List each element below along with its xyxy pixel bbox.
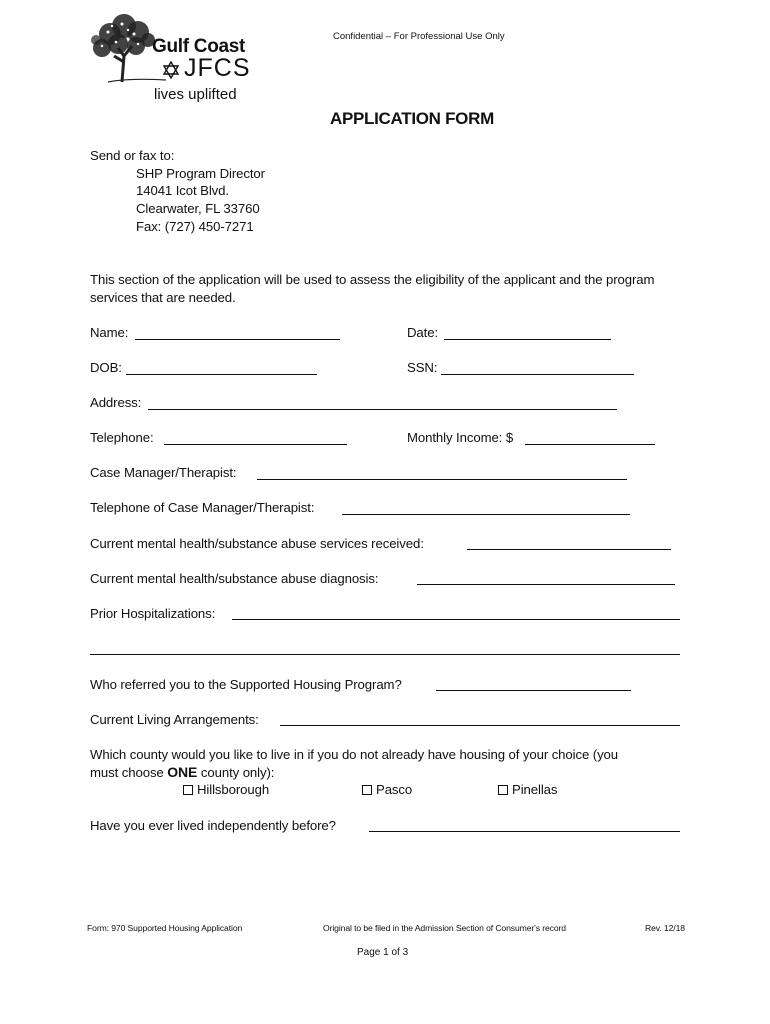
footer-original: Original to be filed in the Admission Section of Consumer's record xyxy=(323,923,566,933)
send-line: Clearwater, FL 33760 xyxy=(136,201,260,216)
case-manager-label: Case Manager/Therapist: xyxy=(90,465,237,480)
county-question-line1: Which county would you like to live in if you do not already have housing of your choice (you xyxy=(90,747,619,762)
county-one-emphasis: ONE xyxy=(167,764,198,780)
send-label: Send or fax to: xyxy=(90,148,175,163)
footer-rev: Rev. 12/18 xyxy=(645,923,685,933)
diagnosis-field[interactable] xyxy=(417,584,675,585)
living-field[interactable] xyxy=(280,725,680,726)
case-manager-field[interactable] xyxy=(257,479,627,480)
name-field[interactable] xyxy=(135,339,340,340)
case-manager-phone-label: Telephone of Case Manager/Therapist: xyxy=(90,500,315,515)
diagnosis-label: Current mental health/substance abuse diagnosis: xyxy=(90,571,379,586)
county-question-text: must choose xyxy=(90,765,164,780)
case-manager-phone-field[interactable] xyxy=(342,514,630,515)
date-label: Date: xyxy=(407,325,439,340)
intro-text: This section of the application will be used to assess the eligibility of the applicant and the program services that are needed. xyxy=(90,272,655,305)
logo-name: Gulf Coast xyxy=(152,36,246,57)
county-question-text: county only): xyxy=(200,765,275,780)
income-field[interactable] xyxy=(525,444,655,445)
hospitalizations-field-line2[interactable] xyxy=(90,654,680,655)
checkbox-icon[interactable] xyxy=(183,785,193,795)
referred-field[interactable] xyxy=(436,690,631,691)
star-of-david-icon xyxy=(162,61,180,79)
independent-field[interactable] xyxy=(369,831,680,832)
county-question xyxy=(90,746,690,764)
hospitalizations-field[interactable] xyxy=(232,619,680,620)
county-label: Pasco xyxy=(376,782,413,797)
ssn-field[interactable] xyxy=(441,374,634,375)
living-label: Current Living Arrangements: xyxy=(90,712,259,727)
name-label: Name: xyxy=(90,325,129,340)
hospitalizations-label: Prior Hospitalizations: xyxy=(90,606,216,621)
county-label: Hillsborough xyxy=(197,782,270,797)
send-line: 14041 Icot Blvd. xyxy=(136,183,229,198)
county-option-hillsborough[interactable] xyxy=(183,781,269,799)
address-field[interactable] xyxy=(148,409,617,410)
ssn-label: SSN: xyxy=(407,360,438,375)
logo-tagline: lives uplifted xyxy=(154,86,237,103)
county-option-pasco[interactable] xyxy=(362,781,412,799)
services-label: Current mental health/substance abuse services received: xyxy=(90,536,424,551)
date-field[interactable] xyxy=(444,339,611,340)
checkbox-icon[interactable] xyxy=(498,785,508,795)
county-option-pinellas[interactable] xyxy=(498,781,557,799)
telephone-label: Telephone: xyxy=(90,430,154,445)
dob-label: DOB: xyxy=(90,360,122,375)
income-label: Monthly Income: $ xyxy=(407,430,514,445)
referred-label: Who referred you to the Supported Housing Program? xyxy=(90,677,402,692)
services-field[interactable] xyxy=(467,549,671,550)
send-line: Fax: (727) 450-7271 xyxy=(136,219,254,234)
county-label: Pinellas xyxy=(512,782,558,797)
confidential-note: Confidential – For Professional Use Only xyxy=(333,31,505,42)
page-number: Page 1 of 3 xyxy=(357,947,409,958)
send-line: SHP Program Director xyxy=(136,166,265,181)
address-label: Address: xyxy=(90,395,142,410)
dob-field[interactable] xyxy=(126,374,317,375)
footer-form: Form: 970 Supported Housing Application xyxy=(87,923,243,933)
telephone-field[interactable] xyxy=(164,444,347,445)
independent-label: Have you ever lived independently before? xyxy=(90,818,336,833)
county-question-line2 xyxy=(90,763,274,782)
logo-jfcs: JFCS xyxy=(184,54,251,82)
checkbox-icon[interactable] xyxy=(362,785,372,795)
page-title: APPLICATION FORM xyxy=(330,109,494,128)
